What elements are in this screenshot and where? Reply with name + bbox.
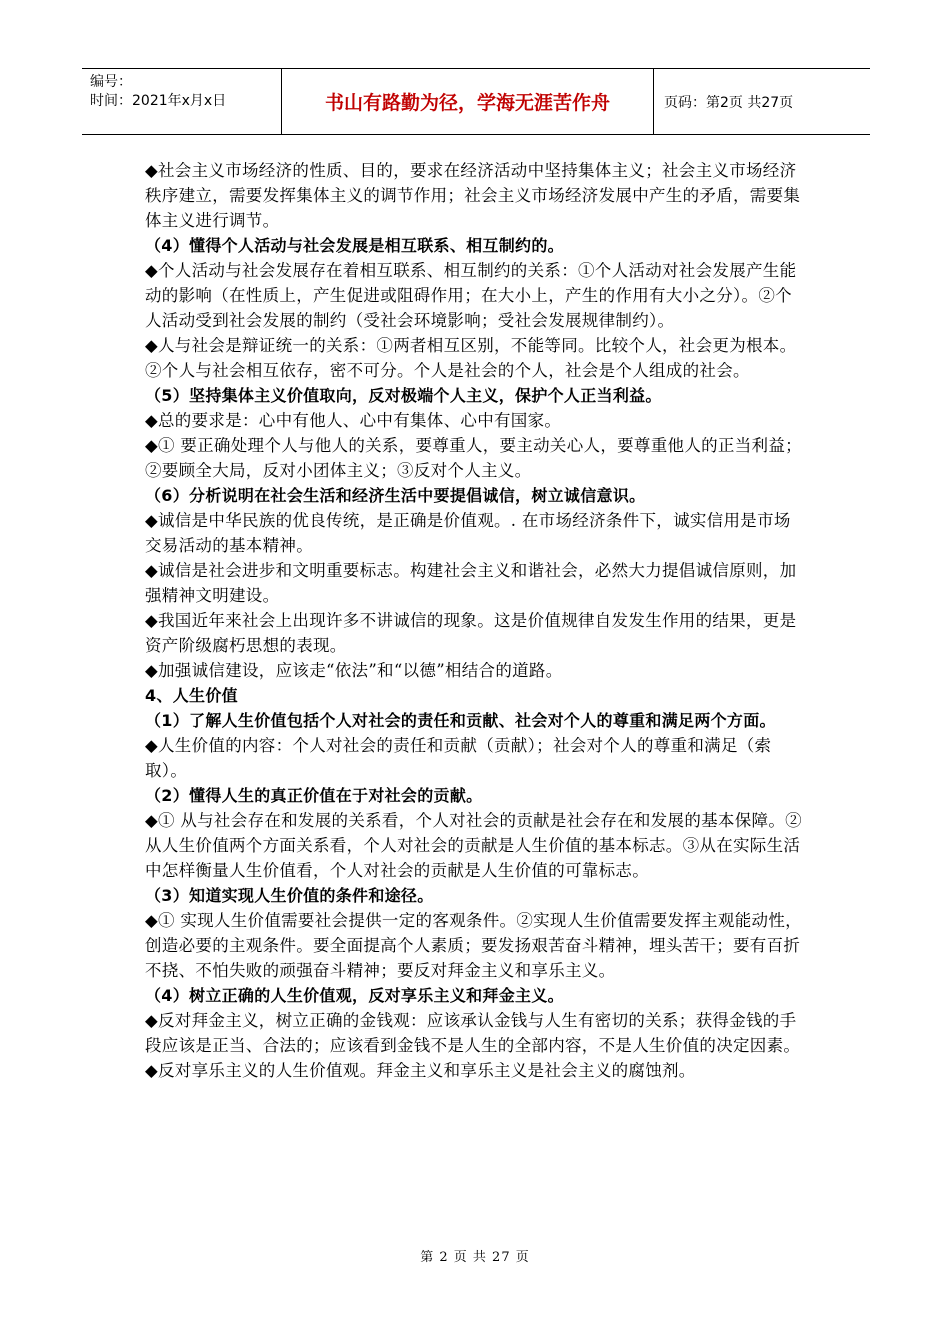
document-time: 时间：2021年x月x日 [90, 93, 227, 109]
section-heading: 4、人生价值 [145, 686, 238, 705]
header-motto: 书山有路勤为径，学海无涯苦作舟 [282, 69, 654, 134]
section-heading: （4）懂得个人活动与社会发展是相互联系、相互制约的。 [145, 236, 564, 255]
page-header [82, 68, 870, 135]
section-heading: （6）分析说明在社会生活和经济生活中要提倡诚信，树立诚信意识。 [145, 486, 646, 505]
paragraph: ◆人生价值的内容：个人对社会的责任和贡献（贡献）；社会对个人的尊重和满足（索取）。 [145, 736, 772, 780]
paragraph: ◆反对享乐主义的人生价值观。拜金主义和享乐主义是社会主义的腐蚀剂。 [145, 1061, 696, 1080]
paragraph: ◆反对拜金主义，树立正确的金钱观：应该承认金钱与人生有密切的关系；获得金钱的手段应该是正当、合法的；应该看到金钱不是人生的全部内容，不是人生价值的决定因素。 [145, 1011, 801, 1055]
page-footer: 第 2 页 共 27 页 [420, 1250, 530, 1265]
paragraph: ◆① 要正确处理个人与他人的关系，要尊重人，要主动关心人，要尊重他人的正当利益；②要顾全大局，反对小团体主义；③反对个人主义。 [145, 436, 802, 480]
paragraph: ◆加强诚信建设，应该走“依法”和“以德”相结合的道路。 [145, 661, 563, 680]
header-page-info: 页码：第2页 共27页 [664, 94, 794, 111]
paragraph: ◆我国近年来社会上出现许多不讲诚信的现象。这是价值规律自发发生作用的结果，更是资产阶级腐朽思想的表现。 [145, 611, 797, 655]
section-heading: （2）懂得人生的真正价值在于对社会的贡献。 [145, 786, 483, 805]
paragraph: ◆个人活动与社会发展存在着相互联系、相互制约的关系：①个人活动对社会发展产生能动的影响（在性质上，产生促进或阻碍作用；在大小上，产生的作用有大小之分）。②个人活动受到社会发展的制约（受社会环境影响；受社会发展规律制约）。 [145, 261, 797, 330]
paragraph: ◆社会主义市场经济的性质、目的，要求在经济活动中坚持集体主义；社会主义市场经济秩序建立，需要发挥集体主义的调节作用；社会主义市场经济发展中产生的矛盾，需要集体主义进行调节。 [145, 161, 801, 230]
header-meta [82, 69, 282, 134]
section-heading: （1）了解人生价值包括个人对社会的责任和贡献、社会对个人的尊重和满足两个方面。 [145, 711, 776, 730]
paragraph: ◆诚信是中华民族的优良传统，是正确是价值观。. 在市场经济条件下，诚实信用是市场交易活动的基本精神。 [145, 511, 791, 555]
section-heading: （3）知道实现人生价值的条件和途径。 [145, 886, 434, 905]
section-heading: （4）树立正确的人生价值观，反对享乐主义和拜金主义。 [145, 986, 564, 1005]
document-number: 编号： [90, 74, 132, 90]
section-heading: （5）坚持集体主义价值取向，反对极端个人主义，保护个人正当利益。 [145, 386, 662, 405]
paragraph: ◆① 从与社会存在和发展的关系看，个人对社会的贡献是社会存在和发展的基本保障。②从人生价值两个方面关系看，个人对社会的贡献是人生价值的基本标志。③从在实际生活中怎样衡量人生价值看，个人对社会的贡献是人生价值的可靠标志。 [145, 811, 802, 880]
paragraph: ◆人与社会是辩证统一的关系：①两者相互区别，不能等同。比较个人，社会更为根本。②个人与社会相互依存，密不可分。个人是社会的个人，社会是个人组成的社会。 [145, 336, 797, 380]
paragraph: ◆① 实现人生价值需要社会提供一定的客观条件。②实现人生价值需要发挥主观能动性，创造必要的主观条件。要全面提高个人素质；要发扬艰苦奋斗精神，埋头苦干；要有百折不挠、不怕失败的顽强奋斗精神；要反对拜金主义和享乐主义。 [145, 911, 802, 980]
document-body [145, 158, 805, 1083]
paragraph: ◆总的要求是：心中有他人、心中有集体、心中有国家。 [145, 411, 562, 430]
paragraph: ◆诚信是社会进步和文明重要标志。构建社会主义和谐社会，必然大力提倡诚信原则，加强精神文明建设。 [145, 561, 797, 605]
